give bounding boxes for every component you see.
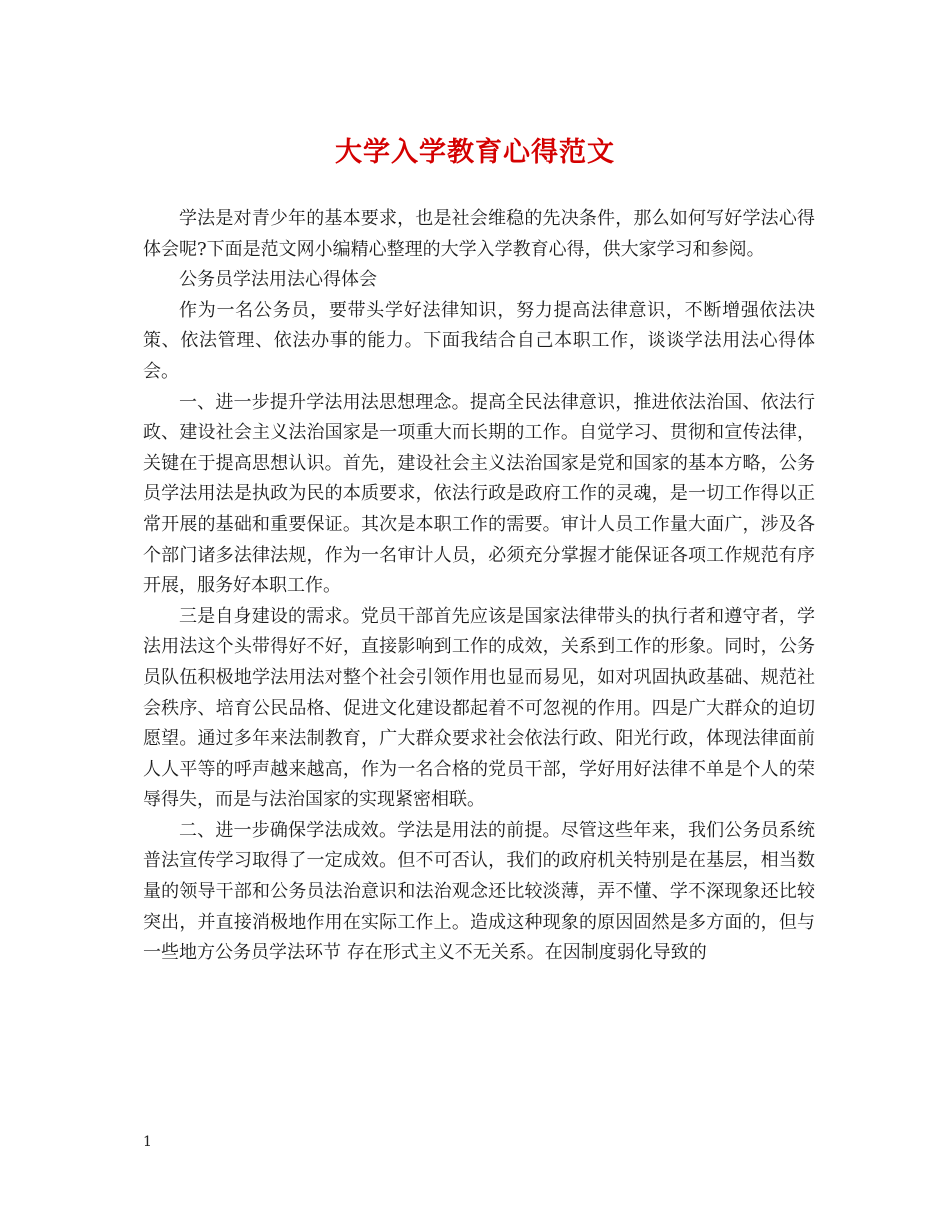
paragraph-intro: 学法是对青少年的基本要求，也是社会维稳的先决条件，那么如何写好学法心得体会呢?下面是范文网小编精心整理的大学入学教育心得，供大家学习和参阅。 (143, 208, 815, 260)
paragraph: 二、进一步确保学法成效。学法是用法的前提。尽管这些年来，我们公务员系统普法宣传学习取得了一定成效。但不可否认，我们的政府机关特别是在基层，相当数量的领导干部和公务员法治意识和法治观念还比较淡薄，弄不懂、学不深现象还比较突出，并直接消极地作用在实际工作上。造成这种现象的原因固然是多方面的，但与一些地方公务员学法环节 存在形式主义不无关系。在因制度弱化导致的 (143, 819, 815, 964)
document-title: 大学入学教育心得范文 (335, 137, 615, 168)
page-number: 1 (143, 1134, 152, 1150)
document-body (143, 204, 815, 969)
paragraph: 作为一名公务员，要带头学好法律知识，努力提高法律意识，不断增强依法决策、依法管理、依法办事的能力。下面我结合自己本职工作，谈谈学法用法心得体会。 (143, 299, 815, 382)
paragraph-subtitle: 公务员学法用法心得体会 (179, 269, 377, 291)
paragraph: 一、进一步提升学法用法思想理念。提高全民法律意识，推进依法治国、依法行政、建设社会主义法治国家是一项重大而长期的工作。自觉学习、贯彻和宣传法律，关键在于提高思想认识。首先，建设社会主义法治国家是党和国家的基本方略，公务员学法用法是执政为民的本质要求，依法行政是政府工作的灵魂，是一切工作得以正常开展的基础和重要保证。其次是本职工作的需要。审计人员工作量大面广，涉及各个部门诸多法律法规，作为一名审计人员，必须充分掌握才能保证各项工作规范有序开展，服务好本职工作。 (143, 391, 815, 597)
paragraph: 三是自身建设的需求。党员干部首先应该是国家法律带头的执行者和遵守者，学法用法这个头带得好不好，直接影响到工作的成效，关系到工作的形象。同时，公务员队伍积极地学法用法对整个社会引领作用也显而易见，如对巩固执政基础、规范社会秩序、培育公民品格、促进文化建设都起着不可忽视的作用。四是广大群众的迫切愿望。通过多年来法制教育，广大群众要求社会依法行政、阳光行政，体现法律面前人人平等的呼声越来越高，作为一名合格的党员干部，学好用好法律不单是个人的荣辱得失，而是与法治国家的实现紧密相联。 (143, 605, 815, 811)
